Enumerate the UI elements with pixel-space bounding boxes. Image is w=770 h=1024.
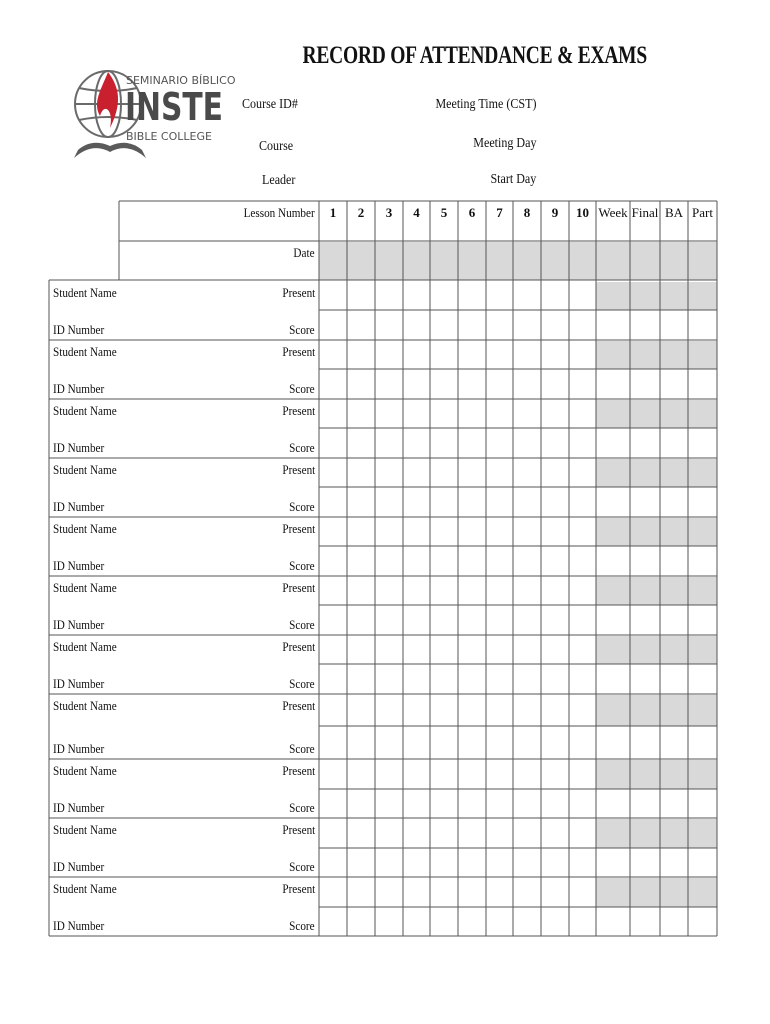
exam-present-shade	[596, 400, 717, 428]
student-name-label: Student Name	[53, 698, 117, 713]
present-label: Present	[282, 881, 315, 896]
date-label: Date	[293, 245, 315, 260]
id-number-label: ID Number	[53, 918, 105, 933]
lesson-col-8: 8	[523, 205, 531, 220]
exam-col-part: Part	[692, 205, 713, 220]
id-number-label: ID Number	[53, 800, 105, 815]
id-number-label: ID Number	[53, 676, 105, 691]
lesson-col-7: 7	[496, 205, 503, 220]
lesson-col-1: 1	[329, 205, 337, 220]
id-number-label: ID Number	[53, 741, 105, 756]
score-label: Score	[289, 440, 315, 455]
leader-label: Leader	[262, 173, 296, 188]
id-number-label: ID Number	[53, 440, 105, 455]
score-label: Score	[289, 741, 315, 756]
id-number-label: ID Number	[53, 322, 105, 337]
date-row-shade	[319, 242, 717, 280]
student-name-label: Student Name	[53, 881, 117, 896]
score-label: Score	[289, 322, 315, 337]
lesson-col-3: 3	[385, 205, 393, 220]
exam-present-shade	[596, 695, 717, 726]
id-number-label: ID Number	[53, 499, 105, 514]
id-number-label: ID Number	[53, 617, 105, 632]
lesson-col-4: 4	[413, 205, 420, 220]
lesson-col-6: 6	[468, 205, 476, 220]
page-title: RECORD OF ATTENDANCE & EXAMS	[302, 42, 647, 69]
lesson-col-10: 10	[576, 205, 589, 220]
lesson-col-2: 2	[357, 205, 365, 220]
exam-present-shade	[596, 760, 717, 789]
id-number-label: ID Number	[53, 859, 105, 874]
exam-present-shade	[596, 636, 717, 664]
start-day-label: Start Day	[490, 172, 536, 187]
student-name-label: Student Name	[53, 403, 117, 418]
meeting-time-label: Meeting Time (CST)	[434, 97, 536, 112]
present-label: Present	[282, 462, 315, 477]
present-label: Present	[282, 822, 315, 837]
lesson-col-9: 9	[551, 205, 559, 220]
present-label: Present	[282, 763, 315, 778]
present-label: Present	[282, 698, 315, 713]
present-label: Present	[282, 580, 315, 595]
score-label: Score	[289, 676, 315, 691]
id-number-label: ID Number	[53, 558, 105, 573]
exam-present-shade	[596, 819, 717, 848]
score-label: Score	[289, 918, 315, 933]
lesson-col-5: 5	[440, 205, 448, 220]
present-label: Present	[282, 403, 315, 418]
exam-present-shade	[596, 459, 717, 487]
present-label: Present	[282, 344, 315, 359]
logo-line2: INSTE	[125, 85, 223, 129]
course-id-label: Course ID#	[242, 97, 298, 112]
logo-line1: SEMINARIO BÍBLICO	[126, 74, 236, 87]
exam-col-final: Final	[631, 205, 659, 220]
exam-present-shade	[596, 341, 717, 369]
exam-present-shade	[596, 878, 717, 907]
exam-present-shade	[596, 518, 717, 546]
score-label: Score	[289, 499, 315, 514]
exam-col-ba: BA	[664, 205, 684, 220]
student-name-label: Student Name	[53, 521, 117, 536]
student-name-label: Student Name	[53, 580, 117, 595]
exam-present-shade	[596, 282, 717, 310]
present-label: Present	[282, 521, 315, 536]
course-label: Course	[259, 139, 294, 154]
student-name-label: Student Name	[53, 763, 117, 778]
id-number-label: ID Number	[53, 381, 105, 396]
score-label: Score	[289, 859, 315, 874]
student-name-label: Student Name	[53, 639, 117, 654]
student-name-label: Student Name	[53, 462, 117, 477]
present-label: Present	[282, 639, 315, 654]
score-label: Score	[289, 617, 315, 632]
student-name-label: Student Name	[53, 344, 117, 359]
lesson-number-label: Lesson Number	[243, 205, 315, 220]
score-label: Score	[289, 381, 315, 396]
exam-col-week: Week	[598, 205, 628, 220]
student-name-label: Student Name	[53, 822, 117, 837]
present-label: Present	[282, 285, 315, 300]
logo-line3: BIBLE COLLEGE	[126, 130, 212, 143]
score-label: Score	[289, 558, 315, 573]
score-label: Score	[289, 800, 315, 815]
exam-present-shade	[596, 577, 717, 605]
student-name-label: Student Name	[53, 285, 117, 300]
meeting-day-label: Meeting Day	[472, 136, 536, 151]
